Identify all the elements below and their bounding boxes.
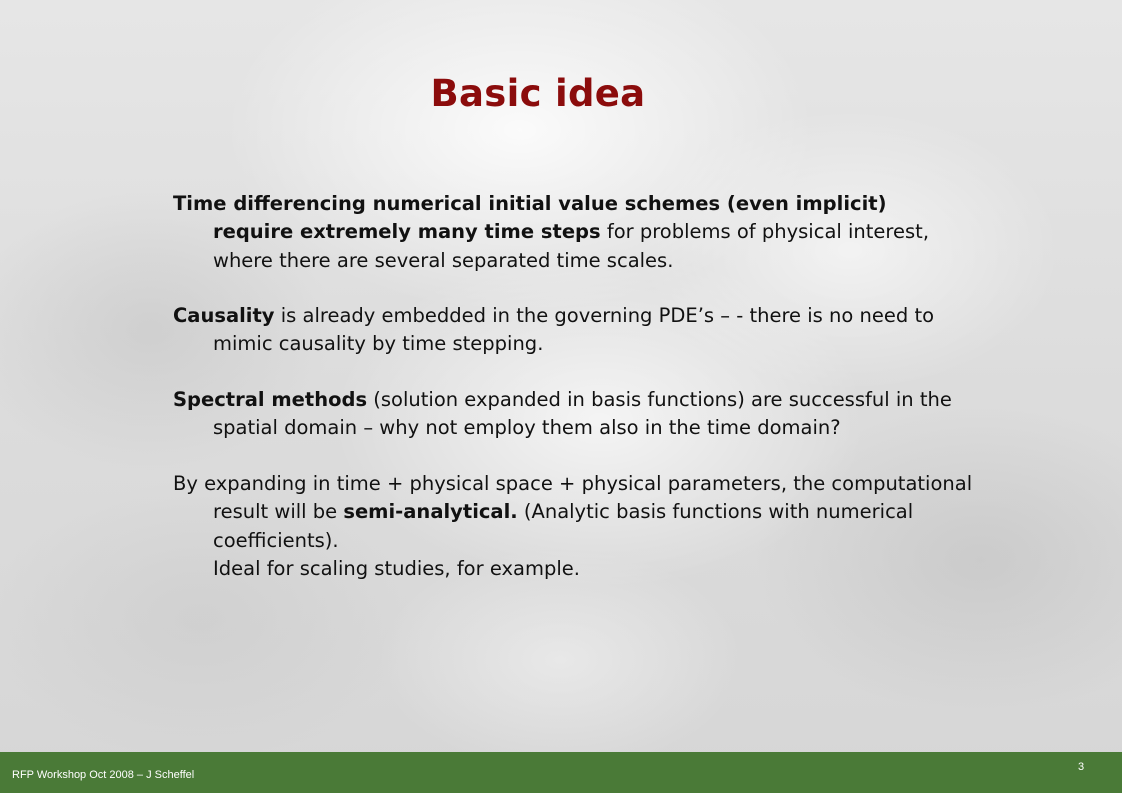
page-number: 3 xyxy=(1078,761,1085,773)
paragraph-bold-text: Causality xyxy=(173,304,275,328)
paragraph-text: for problems of physical interest, where there are several separated time scales. xyxy=(213,220,930,272)
paragraph-time-differencing xyxy=(173,190,973,275)
paragraph-causality xyxy=(173,302,973,359)
slide-title: Basic idea xyxy=(430,72,646,115)
footer-text: RFP Workshop Oct 2008 – J Scheffel xyxy=(12,769,195,781)
paragraph-extra-line: Ideal for scaling studies, for example. xyxy=(213,556,580,580)
slide-body xyxy=(173,190,973,583)
paragraph-text-before: By expanding in time + physical space + physical parameters, the computational result will be xyxy=(173,471,973,524)
footer-bar xyxy=(0,752,1122,793)
paragraph-expanding xyxy=(173,470,973,583)
paragraph-bold-text: Time differencing numerical initial value schemes (even implicit) require extremely many time steps xyxy=(173,192,887,244)
paragraph-text-after: (Analytic basis functions with numerical coefficients). xyxy=(213,500,914,552)
paragraph-bold-text: semi-analytical. xyxy=(343,500,518,524)
paragraph-text: (solution expanded in basis functions) are successful in the spatial domain – why not employ them also in the time domain? xyxy=(213,388,952,440)
paragraph-spectral-methods xyxy=(173,386,973,443)
paragraph-text: is already embedded in the governing PDE’s – - there is no need to mimic causality by time stepping. xyxy=(213,304,935,356)
paragraph-bold-text: Spectral methods xyxy=(173,388,368,412)
